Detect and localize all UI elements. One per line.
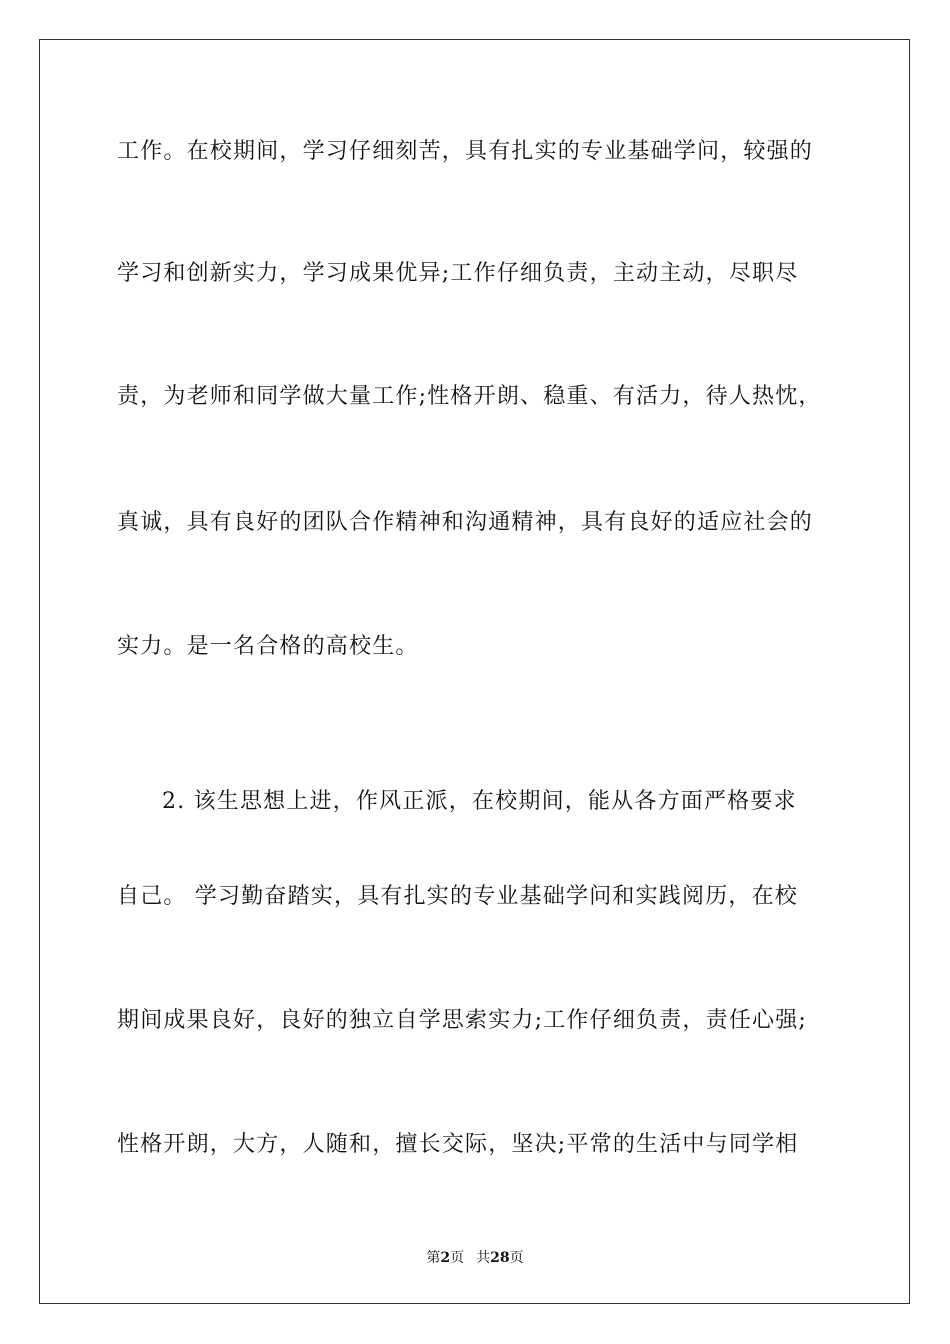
- footer-total-pages: 28: [490, 1250, 510, 1266]
- body-line-6-paragraph-start: 2. 该生思想上进，作风正派，在校期间，能从各方面严格要求: [162, 789, 797, 814]
- footer-total-prefix: 共: [476, 1250, 491, 1266]
- page-border: [39, 39, 910, 1304]
- footer-page-suffix: 页: [450, 1250, 465, 1266]
- body-line-9: 性格开朗，大方，人随和，擅长交际，坚决;平常的生活中与同学相: [117, 1132, 799, 1157]
- body-line-3: 责，为老师和同学做大量工作;性格开朗、稳重、有活力，待人热忱，: [117, 384, 822, 409]
- body-line-8: 期间成果良好，良好的独立自学思索实力;工作仔细负责，责任心强;: [117, 1008, 808, 1033]
- footer-total-suffix: 页: [509, 1250, 524, 1266]
- body-line-5: 实力。是一名合格的高校生。: [117, 634, 419, 659]
- footer-page-prefix: 第: [426, 1250, 441, 1266]
- body-line-4: 真诚，具有良好的团队合作精神和沟通精神，具有良好的适应社会的: [117, 510, 814, 535]
- body-line-2: 学习和创新实力，学习成果优异;工作仔细负责，主动主动，尽职尽: [117, 261, 799, 286]
- page-footer: [0, 1248, 950, 1268]
- body-line-1: 工作。在校期间，学习仔细刻苦，具有扎实的专业基础学问，较强的: [117, 139, 814, 164]
- body-line-7: 自己。 学习勤奋踏实，具有扎实的专业基础学问和实践阅历，在校: [117, 884, 798, 909]
- footer-page-number: 2: [440, 1250, 451, 1266]
